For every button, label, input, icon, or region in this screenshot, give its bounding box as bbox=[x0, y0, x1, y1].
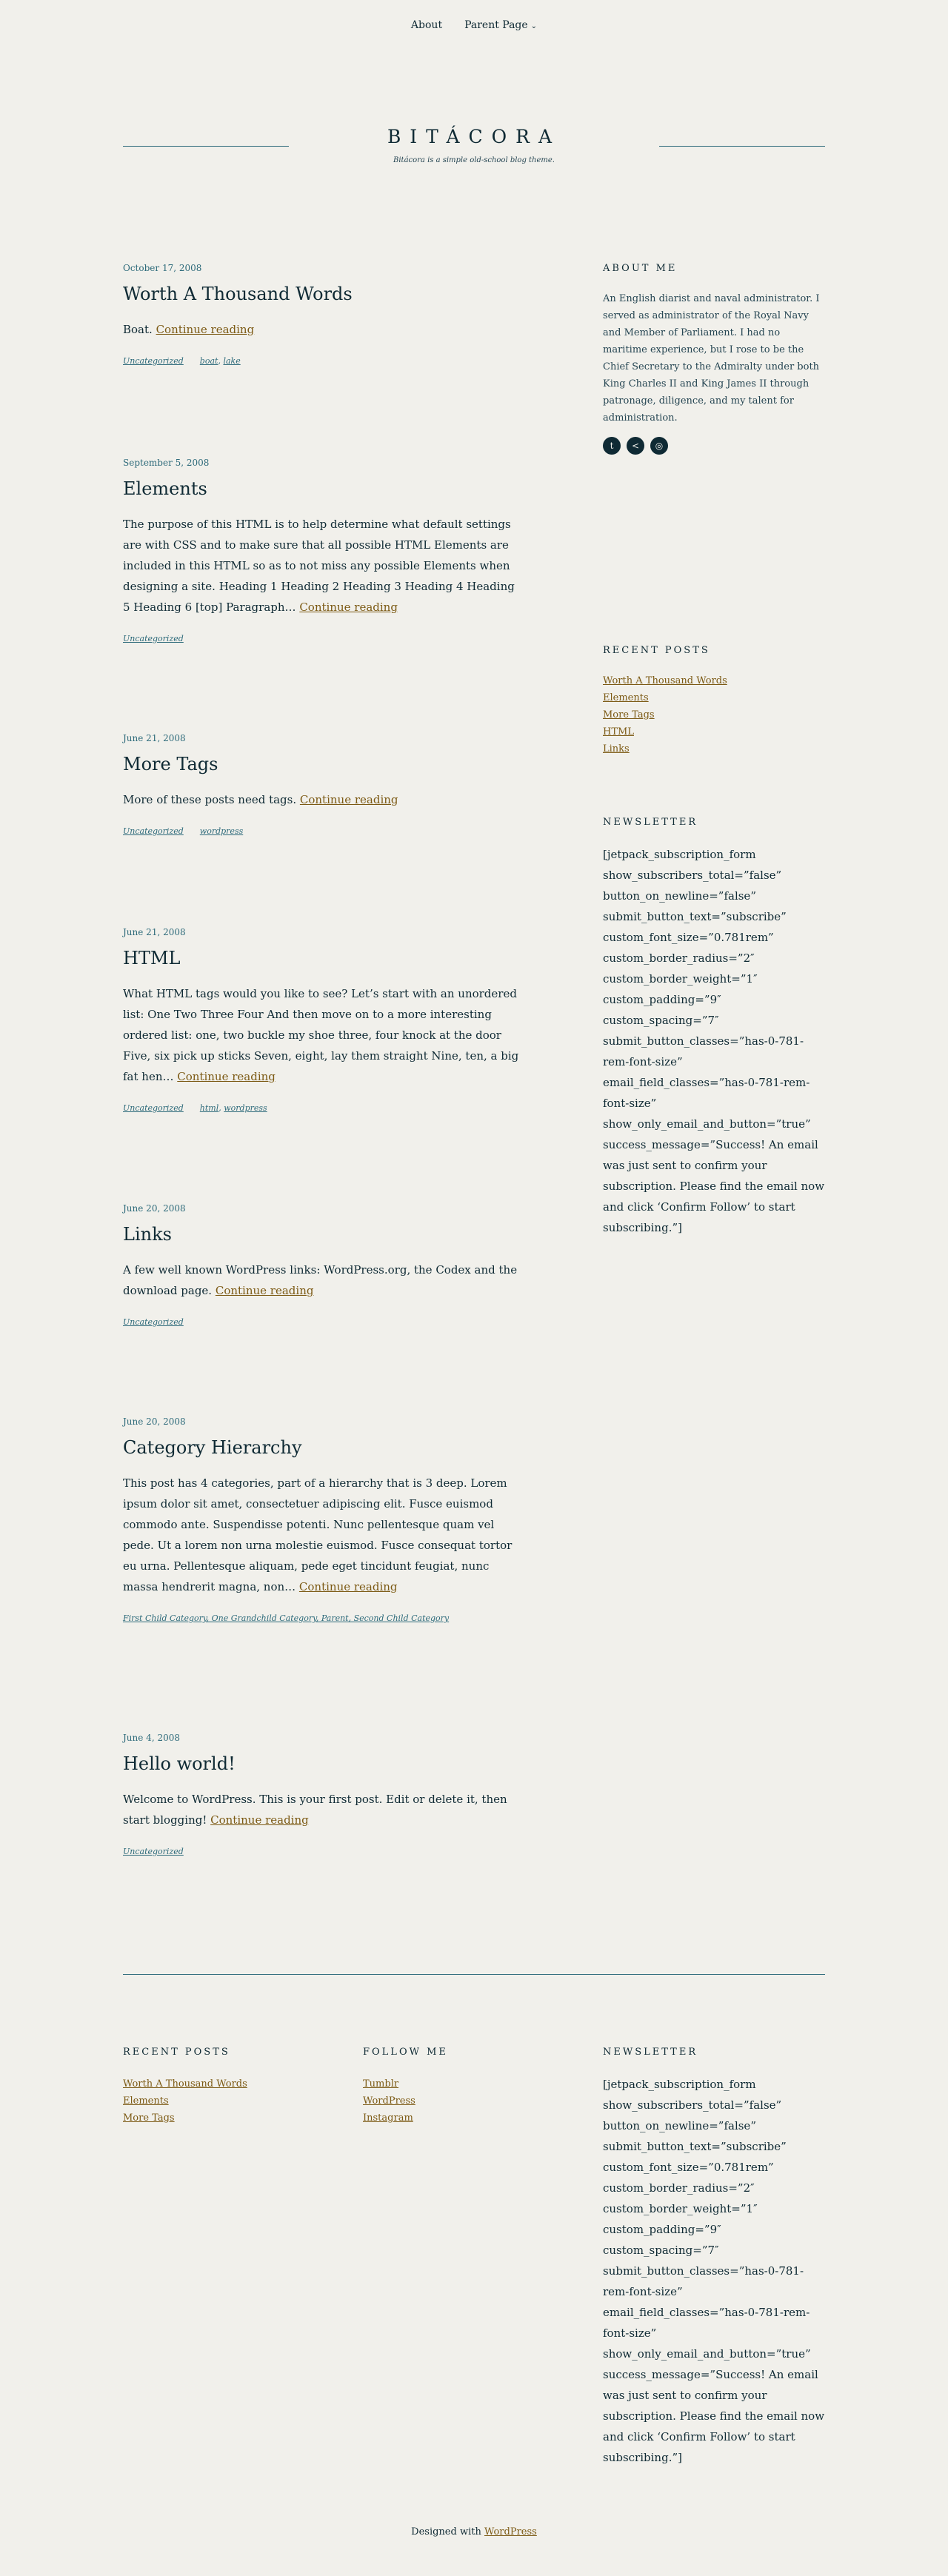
post-excerpt bbox=[123, 514, 523, 618]
continue-reading-link[interactable]: Continue reading bbox=[177, 1070, 276, 1083]
footer-recent-title: RECENT POSTS bbox=[123, 2047, 230, 2058]
continue-reading-link[interactable]: Continue reading bbox=[210, 1813, 309, 1827]
continue-reading-link[interactable]: Continue reading bbox=[215, 1284, 314, 1297]
post bbox=[123, 263, 523, 366]
continue-reading-link[interactable]: Continue reading bbox=[156, 323, 255, 336]
post-excerpt-text: Welcome to WordPress. This is your first post. Edit or delete it, then start blogging! bbox=[123, 1793, 507, 1827]
post-title[interactable]: Worth A Thousand Words bbox=[123, 284, 353, 304]
post-title[interactable]: Elements bbox=[123, 478, 207, 499]
post-category-link[interactable]: Uncategorized bbox=[123, 1317, 184, 1327]
footer-recent-link[interactable]: More Tags bbox=[123, 2112, 175, 2124]
footer-follow-link-tumblr[interactable]: Tumblr bbox=[363, 2078, 399, 2090]
post-excerpt-text: The purpose of this HTML is to help determine what default settings are with CSS and to make sure that all possible HTML Elements are included in this HTML so as to not miss any possible Elements when designing a site. Heading 1 Heading 2 Heading 3 Heading 4 Heading 5 Heading 6 [top] Paragraph… bbox=[123, 518, 515, 614]
post-tag-link[interactable]: wordpress bbox=[199, 826, 244, 836]
post-excerpt bbox=[123, 1789, 523, 1830]
newsletter-widget bbox=[603, 817, 825, 1238]
post-date[interactable]: June 20, 2008 bbox=[123, 1416, 186, 1427]
chevron-down-icon: ⌄ bbox=[530, 22, 538, 30]
post-excerpt bbox=[123, 319, 523, 340]
site-credit bbox=[0, 2526, 948, 2537]
post-tags: boat, lake bbox=[199, 356, 241, 366]
post-meta bbox=[123, 1847, 523, 1856]
post-category-link[interactable]: Uncategorized bbox=[123, 356, 184, 366]
nav-item-parent-page-label: Parent Page bbox=[464, 19, 528, 31]
recent-post-link[interactable]: More Tags bbox=[603, 709, 655, 720]
post-excerpt bbox=[123, 983, 523, 1087]
header-divider-right bbox=[659, 146, 825, 147]
post-tag-link[interactable]: boat bbox=[199, 356, 218, 366]
post-meta bbox=[123, 1317, 523, 1327]
footer-recent-link[interactable]: Elements bbox=[123, 2095, 169, 2107]
newsletter-title: NEWSLETTER bbox=[603, 817, 698, 828]
credit-prefix: Designed with bbox=[411, 2526, 484, 2537]
footer-newsletter bbox=[603, 2047, 825, 2468]
post bbox=[123, 1733, 523, 1856]
post-meta bbox=[123, 1613, 523, 1623]
post-date[interactable]: September 5, 2008 bbox=[123, 458, 210, 468]
recent-posts-list bbox=[603, 672, 825, 757]
post-excerpt-text: What HTML tags would you like to see? Let’s start with an unordered list: One Two Three Four And then move on to a more interesting ordered list: one, two buckle my shoe three, four knock at the door Five, six pick up sticks Seven, eight, lay them straight Nine, ten, a big fat hen… bbox=[123, 987, 519, 1083]
post-meta bbox=[123, 634, 523, 643]
post-meta bbox=[123, 1103, 523, 1113]
post bbox=[123, 1203, 523, 1327]
site-description: Bitácora is a simple old-school blog theme. bbox=[393, 156, 555, 164]
about-widget bbox=[603, 263, 825, 455]
footer-newsletter-shortcode: [jetpack_subscription_form show_subscribers_total=”false” button_on_newline=”false” submit_button_text=”subscribe” custom_font_size=”0.781rem” custom_border_radius=”2″ custom_border_weight=”1″ custom_padding=”9″ custom_spacing=”7″ submit_button_classes=”has-0-781-rem-font-size” email_field_classes=”has-0-781-rem-font-size” show_only_email_and_button=”true” success_message=”Success! An email was just sent to confirm your subscription. Please find the email now and click ‘Confirm Follow’ to start subscribing.”] bbox=[603, 2078, 825, 2464]
recent-post-link[interactable]: HTML bbox=[603, 726, 634, 737]
share-icon[interactable]: < bbox=[627, 437, 644, 455]
post-excerpt-text: More of these posts need tags. bbox=[123, 793, 300, 806]
tumblr-icon[interactable]: t bbox=[603, 437, 621, 455]
post-tag-link[interactable]: html bbox=[199, 1103, 219, 1113]
post-title[interactable]: More Tags bbox=[123, 754, 218, 775]
post-title[interactable]: Category Hierarchy bbox=[123, 1437, 302, 1458]
post-title[interactable]: HTML bbox=[123, 948, 181, 968]
footer-newsletter-title: NEWSLETTER bbox=[603, 2047, 698, 2058]
site-title[interactable]: BITÁCORA bbox=[387, 126, 561, 147]
post-excerpt bbox=[123, 1259, 523, 1301]
footer-recent-link[interactable]: Worth A Thousand Words bbox=[123, 2078, 247, 2090]
post-date[interactable]: June 4, 2008 bbox=[123, 1733, 180, 1743]
footer-follow-title: FOLLOW ME bbox=[363, 2047, 448, 2058]
post-date[interactable]: June 21, 2008 bbox=[123, 927, 186, 937]
post-tag-link[interactable]: lake bbox=[223, 356, 241, 366]
recent-posts-widget bbox=[603, 645, 825, 757]
post-tag-link[interactable]: wordpress bbox=[224, 1103, 267, 1113]
post-date[interactable]: June 20, 2008 bbox=[123, 1203, 186, 1214]
footer-follow-link-instagram[interactable]: Instagram bbox=[363, 2112, 413, 2124]
post-tags bbox=[200, 826, 243, 836]
continue-reading-link[interactable]: Continue reading bbox=[298, 1580, 398, 1593]
footer-recent-posts bbox=[123, 2047, 345, 2127]
nav-item-about[interactable]: About bbox=[410, 19, 443, 31]
post bbox=[123, 927, 523, 1113]
footer-follow-link-wordpress[interactable]: WordPress bbox=[363, 2095, 415, 2107]
continue-reading-link[interactable]: Continue reading bbox=[299, 793, 398, 806]
post-category-link[interactable]: Uncategorized bbox=[123, 826, 184, 836]
post-tags: html, wordpress bbox=[199, 1103, 267, 1113]
footer-follow-list bbox=[363, 2075, 585, 2127]
credit-link[interactable]: WordPress bbox=[484, 2526, 537, 2537]
continue-reading-link[interactable]: Continue reading bbox=[299, 600, 398, 614]
site-header bbox=[0, 0, 948, 164]
recent-posts-title: RECENT POSTS bbox=[603, 645, 710, 656]
post-category-link[interactable]: Uncategorized bbox=[123, 1103, 184, 1113]
post-meta bbox=[123, 356, 523, 366]
footer-recent-list bbox=[123, 2075, 345, 2127]
recent-post-link[interactable]: Elements bbox=[603, 692, 649, 703]
post-category-link[interactable]: Uncategorized bbox=[123, 634, 184, 643]
post-category-link[interactable]: Uncategorized bbox=[123, 1847, 184, 1856]
post-excerpt bbox=[123, 789, 523, 810]
post-title[interactable]: Links bbox=[123, 1224, 172, 1245]
recent-post-link[interactable]: Links bbox=[603, 743, 630, 755]
post-meta bbox=[123, 826, 523, 836]
footer-follow bbox=[363, 2047, 585, 2127]
post-date[interactable]: June 21, 2008 bbox=[123, 733, 186, 743]
post-excerpt-text: This post has 4 categories, part of a hierarchy that is 3 deep. Lorem ipsum dolor sit amet, consectetuer adipiscing elit. Fusce euismod commodo ante. Suspendisse potenti. Nunc pellentesque quam vel pede. Ut a lorem non urna molestie euismod. Fusce consequat tortor eu urna. Pellentesque aliquam, pede eget tincidunt feugiat, nunc massa hendrerit magna, non… bbox=[123, 1476, 513, 1593]
post-excerpt-text: A few well known WordPress links: WordPress.org, the Codex and the download page. bbox=[123, 1263, 518, 1297]
about-text: An English diarist and naval administrator. I served as administrator of the Royal Navy and Member of Parliament. I had no maritime experience, but I rose to be the Chief Secretary to the Admiralty under both King Charles II and King James II through patronage, diligence, and my talent for administration. bbox=[603, 293, 820, 424]
social-links bbox=[603, 437, 825, 455]
post bbox=[123, 458, 523, 643]
footer-divider bbox=[123, 1974, 825, 1975]
post-excerpt bbox=[123, 1473, 523, 1597]
recent-post-link[interactable]: Worth A Thousand Words bbox=[603, 675, 727, 686]
post-excerpt-text: Boat. bbox=[123, 323, 156, 336]
post-category-link[interactable]: First Child Category, One Grandchild Category, Parent, Second Child Category bbox=[123, 1613, 450, 1623]
newsletter-shortcode: [jetpack_subscription_form show_subscribers_total=”false” button_on_newline=”false” submit_button_text=”subscribe” custom_font_size=”0.781rem” custom_border_radius=”2″ custom_border_weight=”1″ custom_padding=”9″ custom_spacing=”7″ submit_button_classes=”has-0-781-rem-font-size” email_field_classes=”has-0-781-rem-font-size” show_only_email_and_button=”true” success_message=”Success! An email was just sent to confirm your subscription. Please find the email now and click ‘Confirm Follow’ to start subscribing.”] bbox=[603, 848, 825, 1234]
instagram-icon[interactable]: ◎ bbox=[650, 437, 668, 455]
post bbox=[123, 733, 523, 836]
post-date[interactable]: October 17, 2008 bbox=[123, 263, 202, 273]
post bbox=[123, 1416, 523, 1623]
post-title[interactable]: Hello world! bbox=[123, 1753, 236, 1774]
about-widget-title: ABOUT ME bbox=[603, 263, 678, 274]
